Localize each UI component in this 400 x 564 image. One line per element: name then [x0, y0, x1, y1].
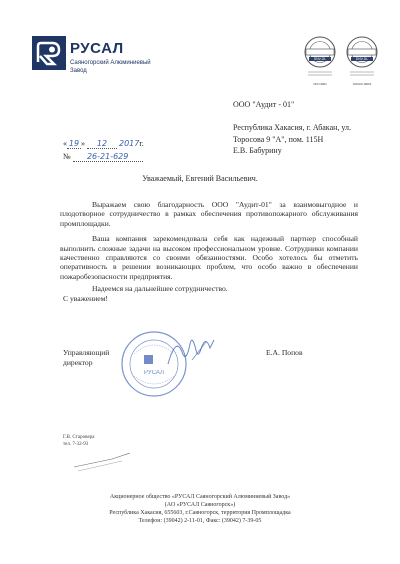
date-year: 2017 [119, 139, 140, 148]
number-prefix: № [63, 152, 71, 161]
addressee-line: Торосова 9 "А", пом. 115Н [233, 134, 324, 144]
signer-role [63, 348, 109, 367]
date-month: 12 [87, 139, 117, 149]
logo-subtitle: Саяногорский Алюминиевый Завод [70, 60, 151, 74]
certification-seal-icon [302, 36, 338, 80]
footer-line: Республика Хакасия, 655603, г.Саяногорск, территория Промплощадка [109, 510, 291, 516]
executor-name: Г.В. Старовера [63, 435, 95, 440]
addressee-line [233, 111, 383, 123]
footer-line: (АО «РУСАЛ Саяногорск») [164, 502, 236, 508]
stamp-text: РУСАЛ [144, 370, 164, 376]
signature-mark [162, 330, 222, 370]
signer-role-line-1: Управляющий [63, 348, 110, 357]
executor-phone: тел. 7-32-93 [63, 441, 89, 447]
salutation: Уважаемый, Евгений Васильевич. [142, 174, 258, 183]
rusal-logo-icon [32, 36, 66, 70]
cert-mark-2 [344, 36, 380, 90]
date-mid: » [81, 139, 85, 148]
certification-marks [302, 36, 382, 90]
addressee-line: ООО "Аудит - 01" [233, 100, 295, 109]
letter-number [63, 152, 143, 162]
closing: С уважением! [63, 294, 108, 303]
cert-label: DNV-GL [355, 57, 369, 62]
cert-caption: ИСО 9001 [313, 82, 327, 86]
cert-mark-1 [302, 36, 338, 90]
letter-body [60, 200, 358, 297]
signer-role-line-2: директор [63, 357, 93, 367]
footer-line: Телефон: (39042) 2-11-01, Факс: (39042) 7-39-05 [138, 518, 262, 524]
paragraph: Надеемся на дальнейшее сотрудничество. [92, 284, 228, 294]
addressee-line: Республика Хакасия, г. Абакан, ул. [233, 123, 352, 132]
cert-label: DNV-GL [313, 57, 327, 62]
number-value: 26-21-629 [73, 152, 143, 162]
signer-name: Е.А. Попов [266, 348, 303, 357]
paragraph: Выражаем свою благодарность ООО "Аудит-01" за взаимовыгодное и плодотворное сотрудничество в рамках обеспечения противопожарного обслуживания промплощадки. [60, 200, 358, 228]
paragraph: Ваша компания зарекомендовала себя как надежный партнер способный выполнить сложные задачи на высоком профессиональном уровне. Сотрудники компании качественно справляются со своими обязанностями. Особо хотелось бы отметить оперативность в решении возникающих проблем, что особо важно в обеспечении пожаробезопасности предприятия. [60, 234, 358, 281]
addressee-line: Е.В. Бабурину [233, 146, 282, 155]
date-suffix: г. [139, 139, 144, 148]
date-day: 19 [68, 139, 80, 148]
addressee-block [233, 99, 383, 157]
company-footer [0, 493, 400, 525]
footer-line: Акционерное общество «РУСАЛ Саяногорский Алюминиевый Завод» [109, 494, 291, 500]
cert-caption: OHSAS 18001 [352, 82, 372, 86]
certification-seal-icon [344, 36, 380, 80]
date-prefix: « [63, 139, 67, 148]
scribble-mark [72, 445, 132, 473]
logo-name: РУСАЛ [70, 40, 124, 57]
company-logo [32, 36, 292, 96]
letter-date [63, 139, 144, 149]
